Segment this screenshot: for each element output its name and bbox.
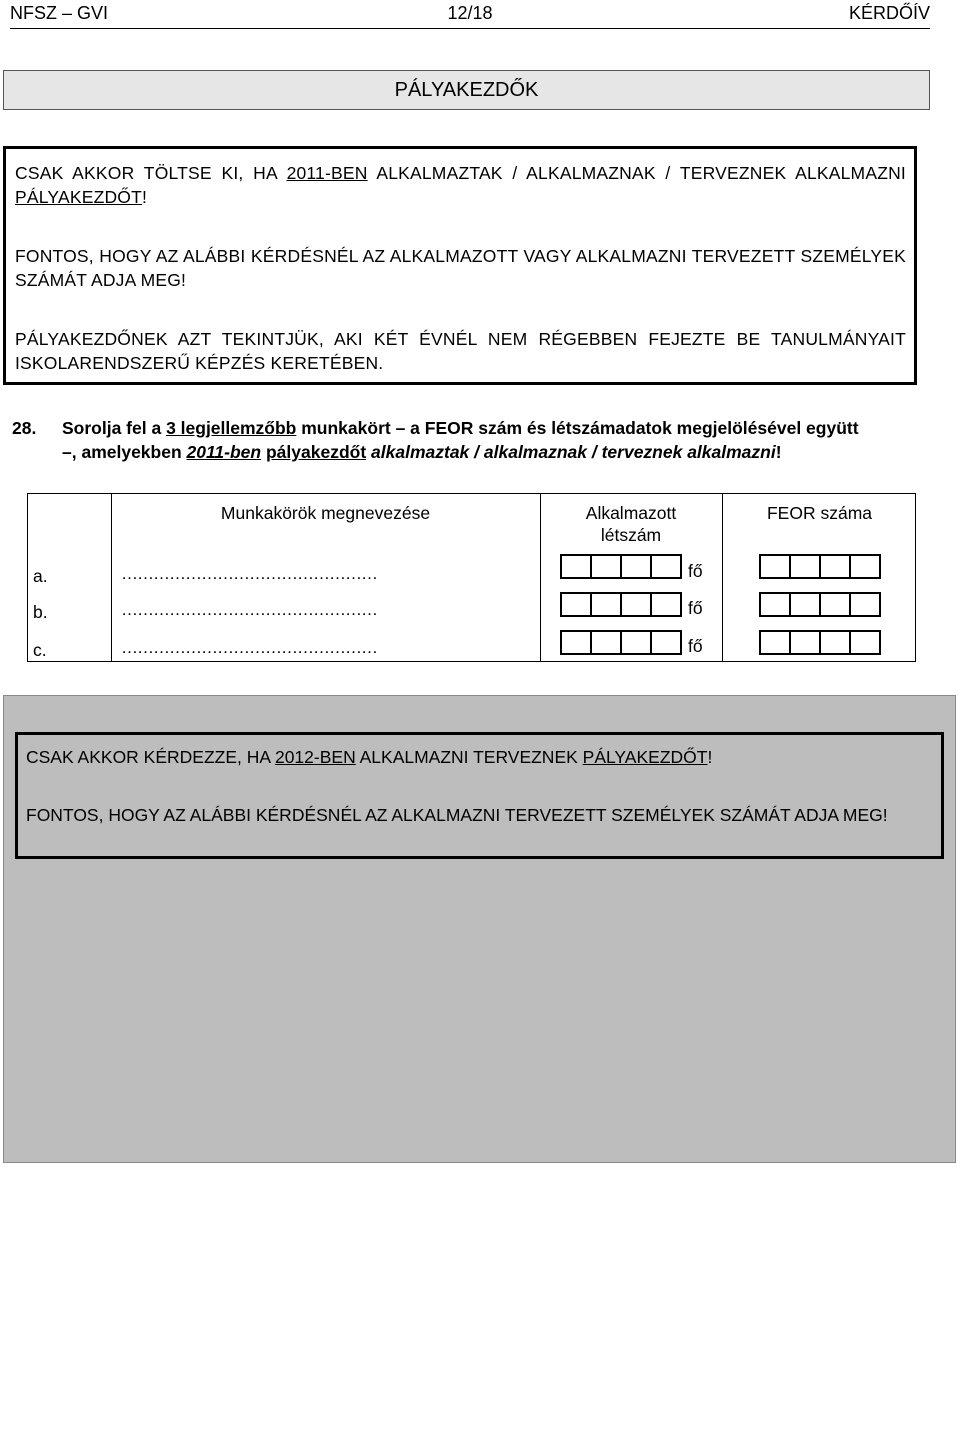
table-28 [27, 493, 916, 662]
feor-boxes-c[interactable] [759, 630, 881, 655]
unit-label-c: fő [688, 636, 703, 656]
feor-boxes-a[interactable] [759, 554, 881, 579]
instruction-2: FONTOS, HOGY AZ ALÁBBI KÉRDÉSNÉL AZ ALKALMAZOTT VAGY ALKALMAZNI TERVEZETT SZEMÉLYEK SZÁMÁT ADJA MEG! [15, 246, 906, 290]
row-label-a: a. [33, 566, 48, 586]
headcount-boxes-a[interactable] [560, 554, 682, 579]
question-number: 28. [12, 418, 37, 438]
feor-boxes-b[interactable] [759, 592, 881, 617]
unit-label-a: fő [688, 561, 703, 581]
page-header [10, 3, 930, 25]
unit-label-b: fő [688, 598, 703, 618]
header-right: KÉRDŐÍV [848, 3, 930, 23]
question-28: 28. Sorolja fel a 3 legjellemzőbb munkakört – a FEOR szám és létszámadatok megjelölésével együtt –, amelyekben 2011-ben pályakezdőt alkalmaztak / alkalmaznak / terveznek alkalmazni! [12, 418, 859, 462]
job-name-field-b[interactable]: ………………………………………… [121, 600, 377, 619]
instruction-1: CSAK AKKOR TÖLTSE KI, HA 2011-BEN ALKALMAZTAK / ALKALMAZNAK / TERVEZNEK ALKALMAZNI PÁLYAKEZDŐT! [15, 163, 906, 207]
headcount-boxes-c[interactable] [560, 630, 682, 655]
headcount-boxes-b[interactable] [560, 592, 682, 617]
col-header-feor: FEOR száma [766, 503, 873, 523]
section-title: PÁLYAKEZDŐK [3, 70, 930, 110]
instruction-box [3, 146, 917, 385]
header-divider [10, 28, 930, 29]
instruction-2012-2: FONTOS, HOGY AZ ALÁBBI KÉRDÉSNÉL AZ ALKALMAZNI TERVEZETT SZEMÉLYEK SZÁMÁT ADJA MEG! [26, 805, 888, 825]
job-name-field-c[interactable]: ………………………………………… [121, 638, 377, 657]
row-label-c: c. [33, 640, 47, 660]
instruction-2012-1: CSAK AKKOR KÉRDEZZE, HA 2012-BEN ALKALMAZNI TERVEZNEK PÁLYAKEZDŐT! [26, 747, 713, 767]
job-name-field-a[interactable]: ………………………………………… [121, 564, 377, 583]
page-number: 12/18 [447, 3, 493, 23]
instruction-3: PÁLYAKEZDŐNEK AZT TEKINTJÜK, AKI KÉT ÉVNÉL NEM RÉGEBBEN FEJEZTE BE TANULMÁNYAIT ISKOLARENDSZERŰ KÉPZÉS KERETÉBEN. [15, 329, 906, 373]
header-left: NFSZ – GVI [10, 3, 109, 23]
col-header-job: Munkakörök megnevezése [220, 503, 431, 523]
row-label-b: b. [33, 602, 48, 622]
instruction-box-2012 [15, 732, 944, 859]
col-header-headcount: Alkalmazott létszám [585, 503, 677, 545]
